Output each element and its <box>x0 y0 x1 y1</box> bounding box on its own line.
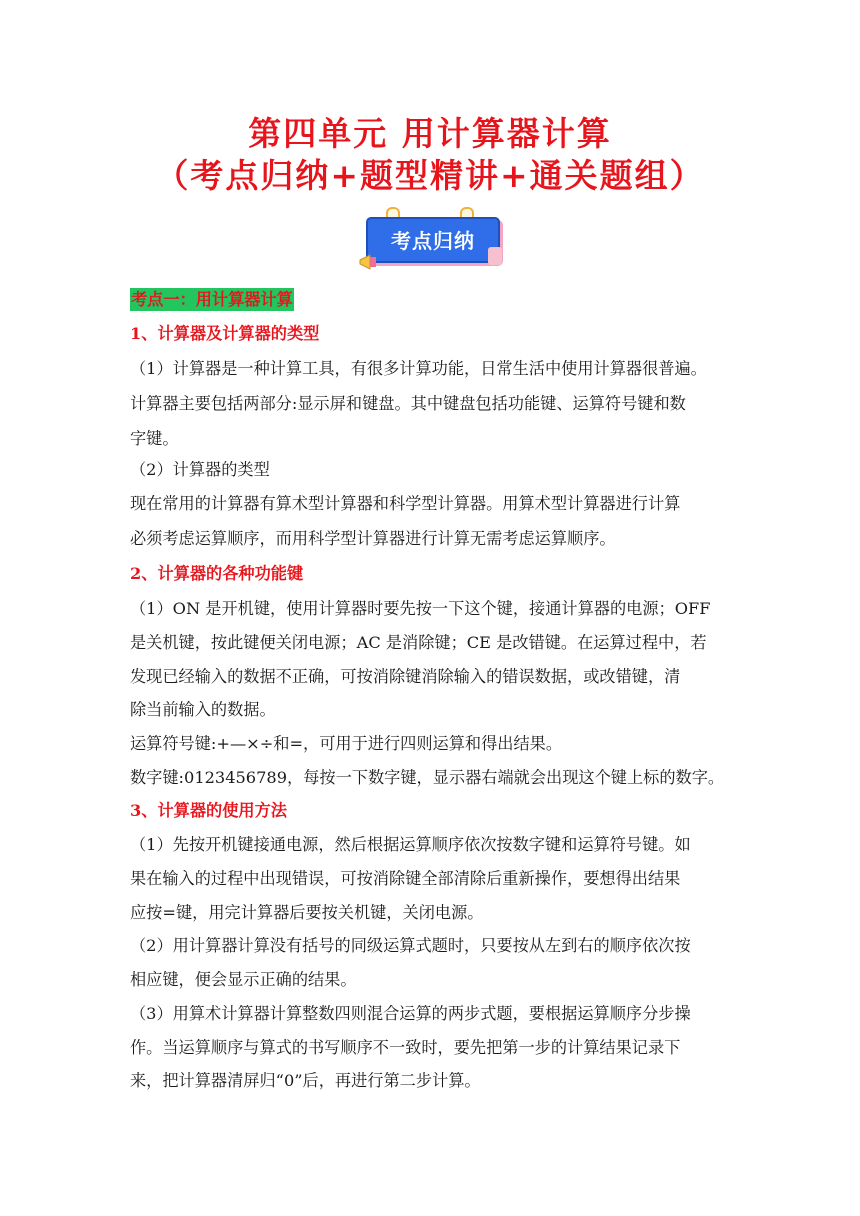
paragraph-line: 是关机键，按此键便关闭电源；AC 是消除键；CE 是改错键。在运算过程中，若 <box>130 633 707 652</box>
paragraph-line: 来，把计算器清屏归“0”后，再进行第二步计算。 <box>130 1071 481 1090</box>
paragraph-line: （2）用计算器计算没有括号的同级运算式题时，只要按从左到右的顺序依次按 <box>130 936 691 955</box>
paragraph-line: 作。当运算顺序与算式的书写顺序不一致时，要先把第一步的计算结果记录下 <box>130 1038 681 1057</box>
paragraph-line: 字键。 <box>130 429 179 448</box>
document-title-line1: 第四单元 用计算器计算 <box>248 114 612 153</box>
paragraph-line: 应按=键，用完计算器后要按关机键，关闭电源。 <box>130 903 484 922</box>
paragraph-line: 运算符号键:+—×÷和=，可用于进行四则运算和得出结果。 <box>130 734 563 753</box>
paragraph-line: 果在输入的过程中出现错误，可按消除键全部清除后重新操作，要想得出结果 <box>130 869 681 888</box>
paragraph-line: 发现已经输入的数据不正确，可按消除键消除输入的错误数据，或改错键，清 <box>130 667 681 686</box>
paragraph-line: （1）先按开机键接通电源，然后根据运算顺序依次按数字键和运算符号键。如 <box>130 835 691 854</box>
section-banner <box>358 207 502 273</box>
paragraph-line: 相应键，便会显示正确的结果。 <box>130 970 357 989</box>
paper-roll-icon <box>488 247 502 265</box>
paragraph-line: （3）用算术计算器计算整数四则混合运算的两步式题，要根据运算顺序分步操 <box>130 1004 691 1023</box>
subsection-title: 3、计算器的使用方法 <box>130 801 287 820</box>
paragraph-line: 数字键:0123456789，每按一下数字键，显示器右端就会出现这个键上标的数字。 <box>130 768 725 787</box>
megaphone-icon <box>358 251 380 273</box>
paragraph-line: 除当前输入的数据。 <box>130 700 276 719</box>
paragraph-line: （1）ON 是开机键，使用计算器时要先按一下这个键，接通计算器的电源；OFF <box>130 599 711 618</box>
section-heading <box>130 290 745 310</box>
paragraph-line: （1）计算器是一种计算工具，有很多计算功能，日常生活中使用计算器很普遍。 <box>130 359 707 378</box>
subsection-title: 2、计算器的各种功能键 <box>130 564 304 583</box>
banner-label: 考点归纳 <box>391 229 475 253</box>
document-title-line2: （考点归纳+题型精讲+通关题组） <box>155 156 705 195</box>
section-heading-text: 考点一：用计算器计算 <box>131 290 293 309</box>
paragraph-line: （2）计算器的类型 <box>130 460 270 479</box>
paragraph-line: 计算器主要包括两部分:显示屏和键盘。其中键盘包括功能键、运算符号键和数 <box>130 394 686 413</box>
subsection-title: 1、计算器及计算器的类型 <box>130 324 320 343</box>
paragraph-line: 必须考虑运算顺序，而用科学型计算器进行计算无需考虑运算顺序。 <box>130 529 616 548</box>
paragraph-line: 现在常用的计算器有算术型计算器和科学型计算器。用算术型计算器进行计算 <box>130 494 681 513</box>
